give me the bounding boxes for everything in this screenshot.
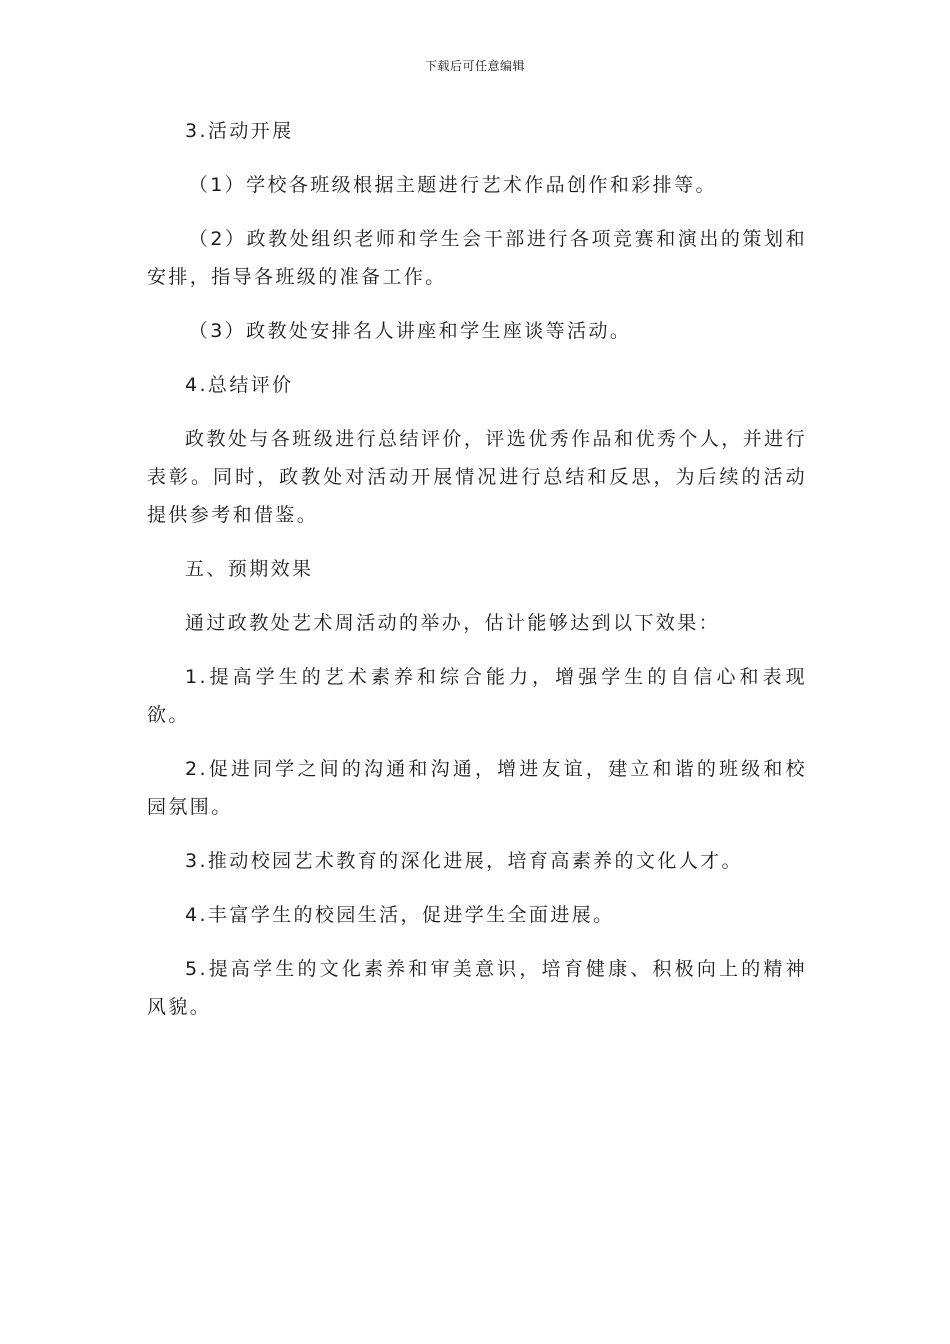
section-heading-activity: 3.活动开展 bbox=[185, 120, 294, 142]
document-body bbox=[147, 112, 807, 1042]
paragraph-activity-3: （3）政教处安排名人讲座和学生座谈等活动。 bbox=[188, 320, 632, 342]
list-item-effect-3: 3.推动校园艺术教育的深化进展，培育高素养的文化人才。 bbox=[185, 850, 743, 872]
list-item-effect-2: 2.促进同学之间的沟通和沟通，增进友谊，建立和谐的班级和校园氛围。 bbox=[147, 758, 807, 818]
section-heading-expected-effects: 五、预期效果 bbox=[185, 558, 314, 580]
paragraph-evaluation: 政教处与各班级进行总结评价，评选优秀作品和优秀个人，并进行表彰。同时，政教处对活动开展情况进行总结和反思，为后续的活动提供参考和借鉴。 bbox=[147, 428, 807, 526]
paragraph-activity-2: （2）政教处组织老师和学生会干部进行各项竞赛和演出的策划和安排，指导各班级的准备工作。 bbox=[147, 228, 807, 288]
page-header-note: 下载后可任意编辑 bbox=[424, 59, 525, 73]
list-item-effect-1: 1.提高学生的艺术素养和综合能力，增强学生的自信心和表现欲。 bbox=[147, 666, 807, 726]
list-item-effect-4: 4.丰富学生的校园生活，促进学生全面进展。 bbox=[185, 904, 615, 926]
list-item-effect-5: 5.提高学生的文化素养和审美意识，培育健康、积极向上的精神风貌。 bbox=[147, 958, 807, 1018]
paragraph-effects-intro: 通过政教处艺术周活动的举办，估计能够达到以下效果： bbox=[185, 612, 721, 634]
section-heading-evaluation: 4.总结评价 bbox=[185, 374, 294, 396]
paragraph-activity-1: （1）学校各班级根据主题进行艺术作品创作和彩排等。 bbox=[188, 174, 717, 196]
